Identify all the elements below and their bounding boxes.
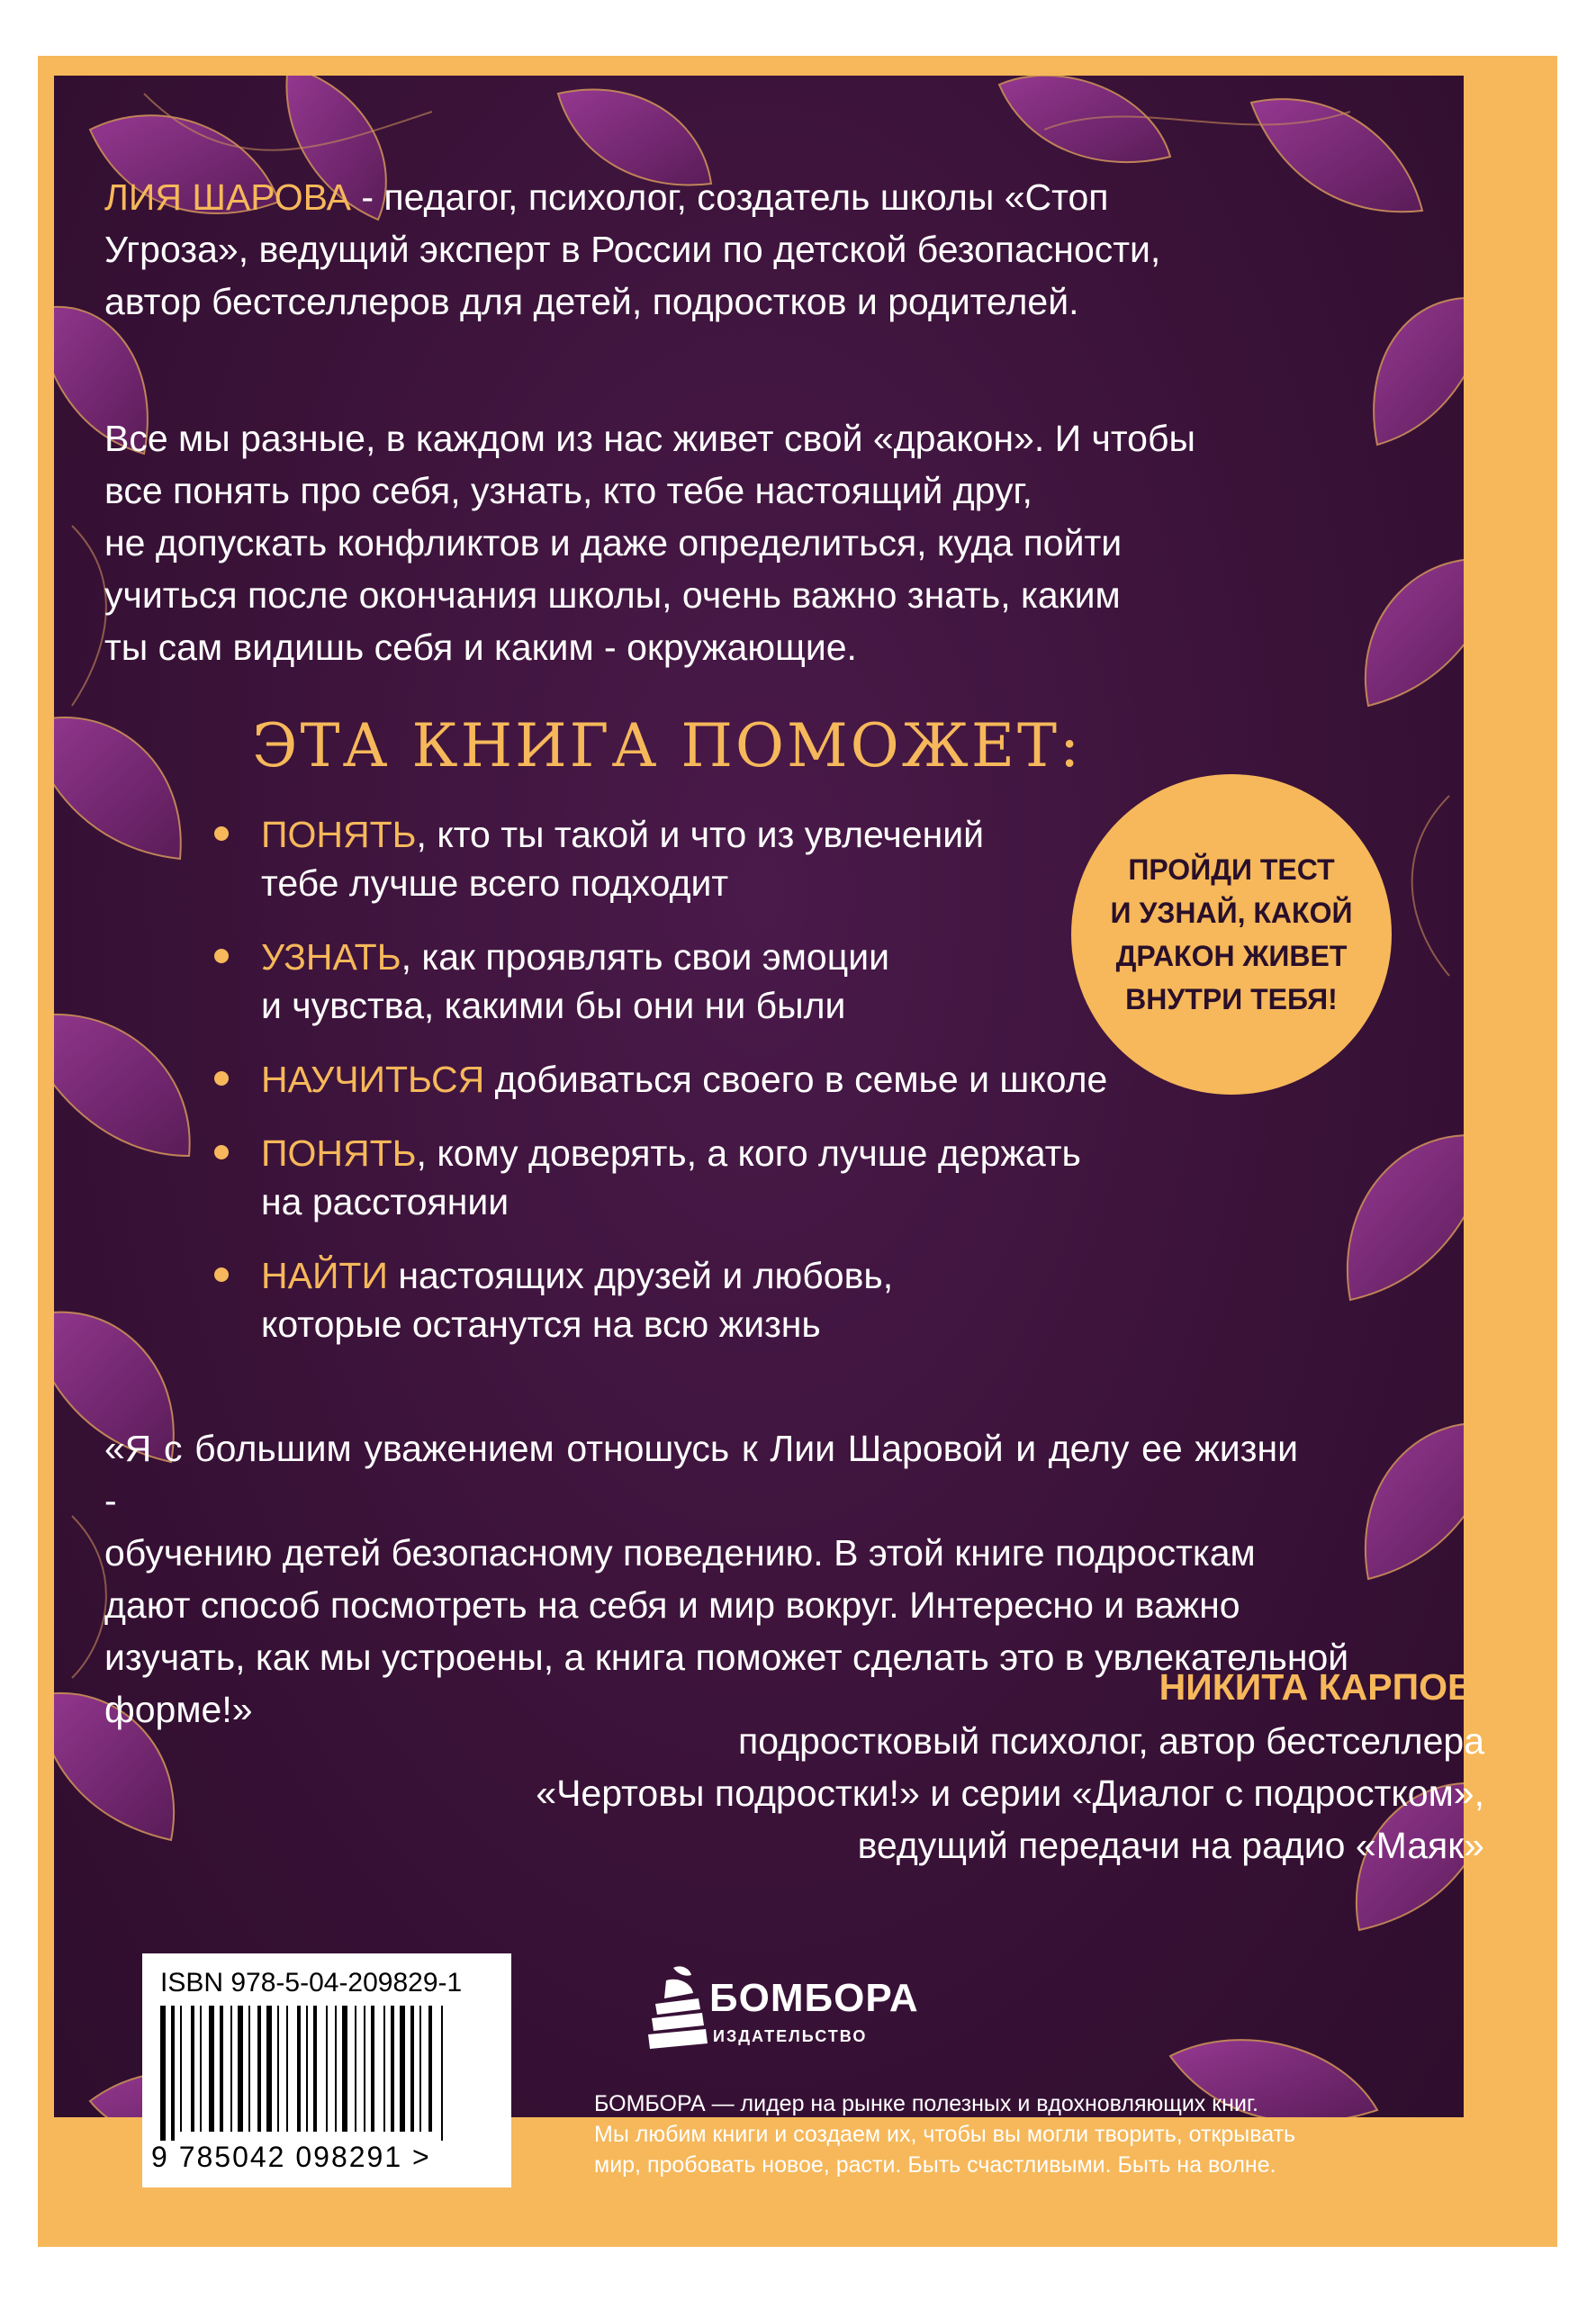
description-line: все понять про себя, узнать, кто тебе настоящий друг, <box>104 470 1032 511</box>
benefit-text: настоящих друзей и любовь, <box>387 1255 894 1296</box>
benefit-text: , кто ты такой и что из увлечений <box>416 814 985 855</box>
benefit-text-cont: и чувства, какими бы они ни были <box>261 985 846 1026</box>
benefit-item <box>207 810 1152 907</box>
benefit-item <box>207 1129 1152 1226</box>
publisher-line: БОМБОРА — лидер на рынке полезных и вдохновляющих книг. <box>594 2091 1258 2116</box>
quote-line: «Я с большим уважением отношусь к Лии Шаровой и делу ее жизни - <box>104 1428 1298 1521</box>
benefit-text-cont: тебе лучше всего подходит <box>261 862 729 904</box>
author-intro <box>104 171 1298 328</box>
author-desc-line: ведущий передачи на радио «Маяк» <box>857 1825 1484 1866</box>
benefit-keyword: ПОНЯТЬ <box>261 814 417 855</box>
benefit-text-cont: на расстоянии <box>261 1181 509 1222</box>
publisher-line: мир, пробовать новое, расти. Быть счастливыми. Быть на волне. <box>594 2152 1276 2178</box>
test-badge <box>1071 774 1392 1095</box>
barcode <box>142 1953 511 2187</box>
publisher-line: Мы любим книги и создаем их, чтобы вы могли творить, открывать <box>594 2122 1296 2147</box>
quote-line: обучению детей безопасному поведению. В этой книге подросткам <box>104 1532 1256 1574</box>
quote-author-name: НИКИТА КАРПОВ, <box>1159 1666 1484 1708</box>
description-line: учиться после окончания школы, очень важно знать, каким <box>104 574 1121 616</box>
benefit-item <box>207 1251 1152 1348</box>
quote-line: форме!» <box>104 1689 253 1730</box>
benefit-text: , как проявлять свои эмоции <box>401 936 889 978</box>
publisher-subtitle: ИЗДАТЕЛЬСТВО <box>713 2027 868 2045</box>
barcode-digits: 9 785042 098291 > <box>151 2141 431 2173</box>
benefit-item <box>207 1055 1152 1104</box>
benefit-text: , кому доверять, а кого лучше держать <box>416 1132 1081 1174</box>
bullet-dot-icon <box>214 1071 229 1086</box>
badge-line: И УЗНАЙ, КАКОЙ <box>1110 897 1353 929</box>
benefit-keyword: НАУЧИТЬСЯ <box>261 1059 485 1100</box>
description-line: ты сам видишь себя и каким - окружающие. <box>104 627 857 668</box>
benefits-heading: ЭТА КНИГА ПОМОЖЕТ: <box>252 711 1083 780</box>
benefit-item <box>207 933 1152 1030</box>
isbn-label: ISBN 978-5-04-209829-1 <box>160 1968 463 1998</box>
badge-line: ДРАКОН ЖИВЕТ <box>1115 940 1348 972</box>
benefit-text-cont: которые останутся на всю жизнь <box>261 1303 821 1345</box>
author-desc-line: «Чертовы подростки!» и серии «Диалог с подростком», <box>536 1772 1484 1814</box>
quote-author-desc <box>404 1715 1484 1872</box>
publisher-blurb <box>594 2088 1476 2180</box>
description-line: Все мы разные, в каждом из нас живет свой «дракон». И чтобы <box>104 418 1195 459</box>
intro-line-3: автор бестселлеров для детей, подростков и родителей. <box>104 281 1079 322</box>
author-desc-line: подростковый психолог, автор бестселлера <box>738 1720 1484 1762</box>
bullet-dot-icon <box>214 1267 229 1282</box>
bullet-dot-icon <box>214 949 229 963</box>
bullet-dot-icon <box>214 826 229 841</box>
badge-line: ВНУТРИ ТЕБЯ! <box>1125 983 1338 1015</box>
author-name: ЛИЯ ШАРОВА <box>104 176 351 218</box>
bombora-logo-icon <box>646 1962 709 2061</box>
benefit-keyword: НАЙТИ <box>261 1255 388 1296</box>
quote-line: дают способ посмотреть на себя и мир вокруг. Интересно и важно <box>104 1584 1240 1626</box>
benefits-list <box>207 810 1152 1374</box>
benefit-keyword: УЗНАТЬ <box>261 936 401 978</box>
badge-line: ПРОЙДИ ТЕСТ <box>1128 853 1335 886</box>
book-description <box>104 412 1298 673</box>
benefit-keyword: ПОНЯТЬ <box>261 1132 417 1174</box>
intro-line-1: - педагог, психолог, создатель школы «Стоп <box>350 176 1109 218</box>
bullet-dot-icon <box>214 1145 229 1159</box>
description-line: не допускать конфликтов и даже определиться, куда пойти <box>104 522 1123 564</box>
benefit-text: добиваться своего в семье и школе <box>484 1059 1108 1100</box>
intro-line-2: Угроза», ведущий эксперт в России по детской безопасности, <box>104 229 1161 270</box>
publisher-name: БОМБОРА <box>709 1976 919 2020</box>
quote-line: изучать, как мы устроены, а книга поможет сделать это в увлекательной <box>104 1637 1349 1678</box>
